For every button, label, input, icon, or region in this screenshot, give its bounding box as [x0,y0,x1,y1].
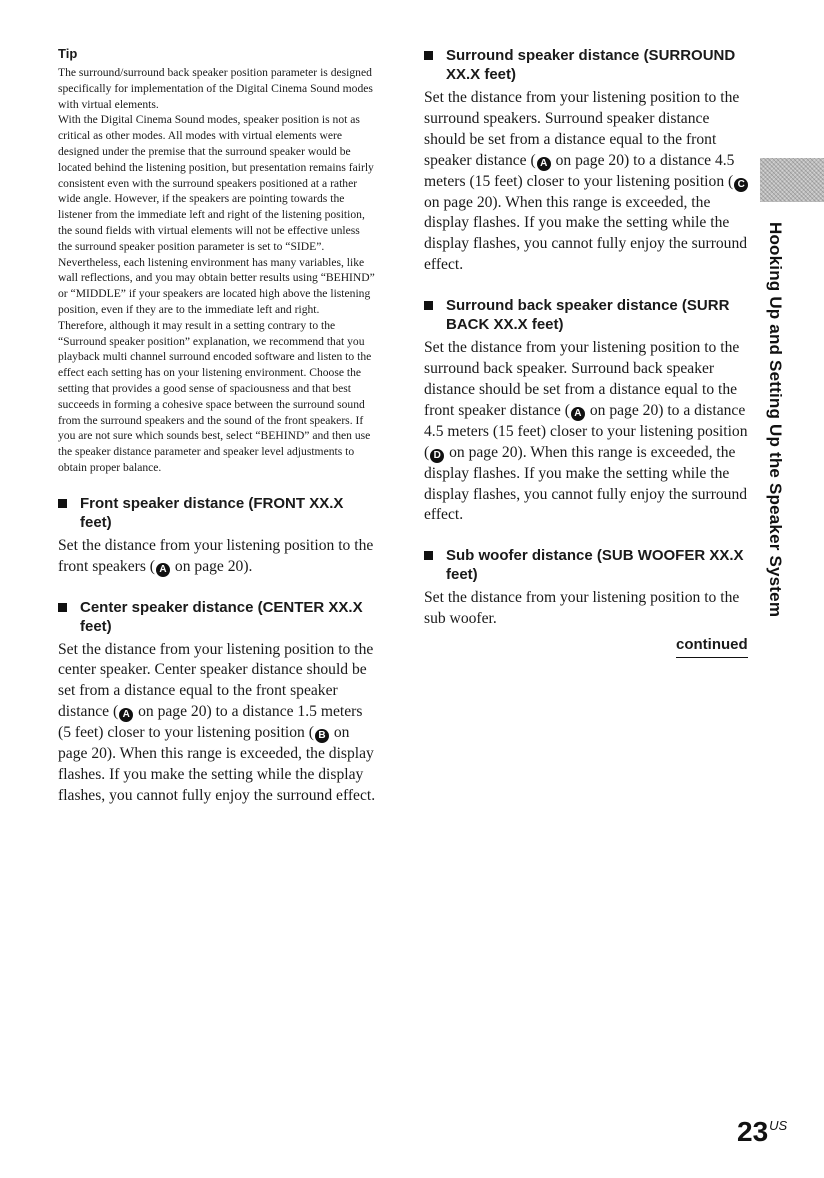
bullet-square-icon [424,51,433,60]
position-a-icon: A [119,708,133,722]
section-body [424,338,754,526]
page-number-suffix: US [769,1118,788,1133]
section-heading [424,296,754,334]
heading-text: Surround back speaker distance (SURR BACK XX.X feet) [446,297,730,334]
heading-text: Sub woofer distance (SUB WOOFER XX.X feet) [446,547,744,584]
section-front-speaker-distance [58,494,376,578]
section-body [58,536,376,578]
right-column [424,46,754,630]
bullet-square-icon [424,551,433,560]
position-d-icon: D [430,449,444,463]
body-text: Set the distance from your listening position to the surround back speaker. Surround back speaker distance should be set from a distance equal to the front speaker distance ( [424,339,740,419]
tip-box [58,46,376,476]
body-text: on page 20) to a distance 1.5 meters (5 feet) closer to your listening position ( [58,703,363,742]
tip-heading: Tip [58,46,78,61]
left-column [58,46,376,807]
body-text: on page 20). When this range is exceeded, the display flashes. If you make the setting while the display flashes, you cannot fully enjoy the surround effect. [424,193,748,274]
section-body: Set the distance from your listening position to the sub woofer. [424,589,740,628]
section-sub-woofer-distance [424,546,754,630]
body-text: on page 20) to a distance 4.5 meters (15 feet) closer to your listening position ( [424,401,748,461]
bullet-square-icon [58,603,67,612]
page-number-value: 23 [737,1116,769,1147]
continued-label: continued [676,636,748,658]
page-number [737,1116,787,1148]
heading-text: Surround speaker distance (SURROUND XX.X feet) [446,47,736,83]
section-surround-back-speaker-distance [424,296,754,526]
body-text: Set the distance from your listening position to the center speaker. Center speaker distance should be set from a distance equal to the front speaker distance ( [58,640,374,721]
tip-paragraph-2: With the Digital Cinema Sound modes, speaker position is not as critical as other modes. All modes with virtual elements were designed under the premise that the surround speaker would be located behind the listening position, but presentation remains fairly consistent even with the surround speakers positioned at a rather wide angle. However, if the speakers are pointing towards the listener from the immediate left and right of the listening position, the sound fields with virtual elements will not be effective unless the surround speaker position parameter is set to “SIDE”. [58,113,374,253]
section-heading [58,598,376,636]
heading-text: Center speaker distance (CENTER XX.X feet) [80,598,363,635]
side-section-title: Hooking Up and Setting Up the Speaker System [766,222,785,618]
body-text: Set the distance from your listening position to the surround speakers. Surround speaker distance should be set from a distance equal to the front speaker distance ( [424,89,740,169]
side-tab-marker [760,158,824,202]
section-body [58,640,376,807]
section-heading [424,46,754,84]
tip-paragraph-3: Nevertheless, each listening environment has many variables, like wall reflections, and you may obtain better results using “BEHIND” or “MIDDLE” if your speakers are located high above the listening position, even if they are to the immediate left and right. [58,255,375,316]
heading-text: Front speaker distance (FRONT XX.X feet) [80,494,344,531]
position-a-icon: A [156,563,170,577]
bullet-square-icon [58,499,67,508]
body-text: Set the distance from your listening position to the front speakers ( [58,536,374,575]
position-a-icon: A [537,157,551,171]
section-surround-speaker-distance [424,46,754,276]
position-c-icon: C [734,178,748,192]
section-body [424,88,754,276]
position-b-icon: B [315,729,329,743]
tip-paragraph-1: The surround/surround back speaker position parameter is designed specifically for implementation of the Digital Cinema Sound modes with virtual elements. [58,66,373,111]
section-heading [58,494,376,532]
body-text: on page 20). When this range is exceeded, the display flashes. If you make the setting while the display flashes, you cannot fully enjoy the surround effect. [424,443,748,524]
section-heading [424,546,754,584]
position-a-icon: A [571,407,585,421]
body-text: on page 20). [171,557,253,575]
body-text: on page 20). When this range is exceeded, the display flashes. If you make the setting while the display flashes, you cannot fully enjoy the surround effect. [58,724,376,804]
body-text: on page 20) to a distance 4.5 meters (15 feet) closer to your listening position ( [424,151,735,190]
bullet-square-icon [424,301,433,310]
section-center-speaker-distance [58,598,376,807]
tip-paragraph-4: Therefore, although it may result in a setting contrary to the “Surround speaker position” explanation, we recommend that you playback multi channel surround encoded software and listen to the effect each setting has on your listening environment. Choose the setting that provides a good sense of spaciousness and that best succeeds in forming a cohesive space between the surround sound from the surround speakers and the sound of the front speakers. If you are not sure which sounds best, select “BEHIND” and then use the speaker distance parameter and speaker level adjustments to obtain proper balance. [58,318,372,474]
